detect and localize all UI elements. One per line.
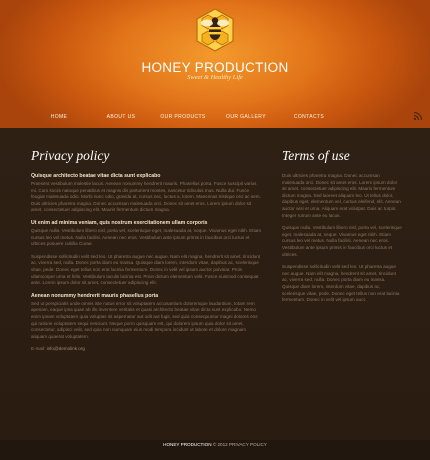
section-body: Sed ut perspiciatis unde omnis iste natus error sit voluptatem accusantium doloremque laudantium, totam rem aperiam, eaque ipsa quae ab illo inventore veritatis et quasi architecto beatae vitae dicta sunt explicabo. Nemo enim ipsam voluptatem quia voluptas sit aspernatur aut odit aut fugit, sed quia consequuntur magni dolores eos qui ratione voluptatem sequi nesciunt. Neque porro quisquam est, qui dolorem ipsum quia dolor sit amet, consectetur, adipisci velit, sed quia non numquam eius modi tempora incidunt ut labore et dolore magnam aliquam quaerat voluptatem. — [31, 300, 258, 339]
site-title: HONEY PRODUCTION — [141, 60, 289, 75]
site-header — [0, 0, 430, 128]
rss-icon[interactable] — [413, 111, 423, 121]
email-link[interactable]: info@demolink.org — [46, 346, 85, 352]
email-line — [31, 346, 263, 351]
main-content — [0, 128, 430, 440]
nav-about-us[interactable]: ABOUT US — [106, 114, 136, 120]
nav-our-products[interactable]: OUR PRODUCTS — [160, 114, 206, 120]
privacy-title: Privacy policy — [31, 148, 110, 163]
honeycomb-bee-logo-icon[interactable] — [192, 7, 238, 53]
terms-paragraph: Quisque nulla. Vestibulum libero nisl, porta vel, scelerisque eget, malesuada at, neque. Vivamus eget nibh. Etiam cursus leo vel metus. Nulla facilisi. Aenean nec eros. Vestibulum ante ipsum primis in faucibus orci luctus et ultrices. — [282, 225, 402, 257]
section-heading: Aenean nonummy hendrerit mauris phasellus porta — [31, 292, 159, 299]
main-nav — [0, 111, 430, 123]
terms-paragraph: Suspendisse sollicitudin velit sed leo. Ut pharetra augue nec augue. Nam elit magna, hendrerit sit amet, tincidunt ac, viverra sed, nulla. Donec porta diam eu massa. Quisque diam lorem, interdum vitae, dapibus ac, scelerisque vitae, pede. Donec eget tellus non erat lacinia fermentum. Donec in velit vel ipsum auct. — [282, 264, 400, 303]
section-heading: Quisque architecto beatae vitae dicta sunt explicabo — [31, 173, 161, 179]
footer-privacy-link[interactable]: PRIVACY POLICY — [228, 442, 267, 447]
section-heading: Ut enim ad minima veniam, quis nostrum exercitationem ullam corporis — [31, 219, 208, 226]
footer-copyright: © 2012 — [211, 442, 229, 447]
site-tagline: Sweet & Healthy Life — [187, 74, 243, 81]
section-body: Quisque nulla. Vestibulum libero nisl, porta vel, scelerisque eget, malesuada at, neque. Vivamus eget nibh. Etiam cursus leo vel metus. Nulla facilisi. Aenean nec eros. Vestibulum ante ipsum primis in faucibus orci luctus et ultrices posuere cubilia Curae. — [31, 227, 261, 247]
nav-contacts[interactable]: CONTACTS — [293, 114, 325, 120]
terms-title: Terms of use — [282, 148, 350, 163]
site-footer — [0, 440, 430, 460]
section-body: Suspendisse sollicitudin velit sed leo. Ut pharetra augue nec augue. Nam elit magna, hendrerit sit amet, tincidunt ac, viverra sed, nulla. Donec porta diam eu massa. Quisque diam lorem, interdum vitae, dapibus ac, scelerisque vitae, pede. Donec eget tellus non erat lacinia fermentum. Donec in velit vel ipsum auctor pulvinar. Proin ullamcorper urna et felis. Vestibulum iaculis lacinia est. Proin dictum elementum velit. Fusce euismod consequat ante. Lorem ipsum dolor sit amet, consectetuer adipiscing elit. — [31, 253, 261, 286]
nav-our-gallery[interactable]: OUR GALLERY — [226, 114, 266, 120]
footer-brand: HONEY PRODUCTION — [163, 442, 212, 447]
privacy-column — [31, 148, 263, 351]
terms-paragraph: Duis ultricies pharetra magna. Donec accumsan malesuada orci. Donec sit amet eros. Lorem ipsum dolor sit amet, consectetuer adipiscing elit. Mauris fermentum dictum magna. Sed laoreet aliquam leo. Ut tellus dolor, dapibus eget, elementum vel, cursus eleifend, elit. Aenean auctor wisi et urna. Aliquam erat volutpat. Duis ac turpis. Integer rutrum ante eu lacus. — [282, 173, 401, 218]
terms-column — [282, 148, 402, 310]
nav-home[interactable]: HOME — [50, 114, 68, 120]
email-label: E-mail: — [31, 346, 46, 352]
section-body: Praesent vestibulum molestie lacus. Aenean nonummy hendrerit mauris. Phasellus porta. Fusce suscipit varius mi. Cum sociis natoque penatibus et magnis dis parturient montes, nascetur ridiculus mus. Nulla dui. Fusce feugiat malesuada odio. Morbi nunc odio, gravida at, cursus nec, luctus a, lorem. Maecenas tristique orci ac sem. Duis ultricies pharetra magna. Donec accumsan malesuada orci. Donec sit amet eros. Lorem ipsum dolor sit amet, consectetuer adipiscing elit. Mauris fermentum dictum magna. — [31, 181, 261, 213]
